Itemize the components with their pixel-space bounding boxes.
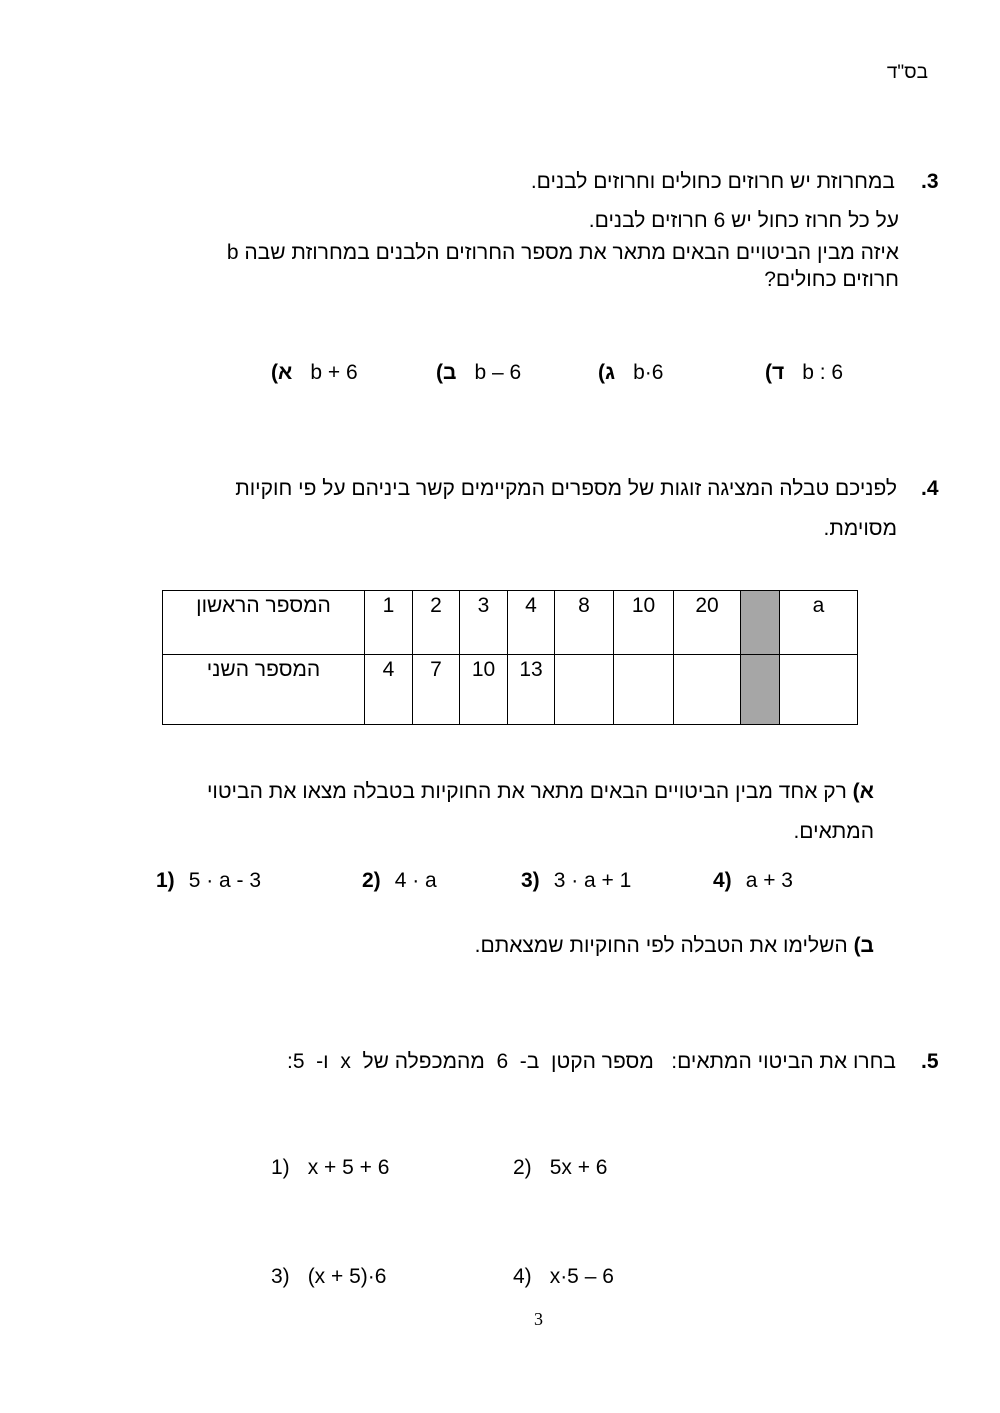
q5-option-1[interactable]: [271, 1156, 389, 1180]
q4-choice-2[interactable]: [362, 869, 437, 893]
table-row: [163, 591, 858, 655]
table-cell: 7: [413, 655, 460, 725]
q3-option-b[interactable]: [436, 361, 521, 385]
q5-option-3-expr: (x + 5)·6: [307, 1265, 387, 1288]
q3-option-d-expr: b : 6: [802, 361, 844, 384]
q4-choice-4[interactable]: [713, 869, 793, 893]
q5-option-3[interactable]: [271, 1265, 386, 1289]
q5-option-2[interactable]: [513, 1156, 607, 1180]
q4-part-b-label: ב): [853, 934, 874, 957]
q4-table: [162, 590, 858, 725]
q4-part-a-line1: [207, 780, 874, 804]
q3-number: .3: [921, 170, 939, 193]
q4-choice-2-label: 2): [362, 869, 381, 892]
q5-text: בחרו את הביטוי המתאים: מספר הקטן ב- 6 מהמכפלה של x ו- 5:: [286, 1050, 896, 1073]
header-basad: בס"ד: [886, 62, 928, 83]
q4-choice-3-label: 3): [521, 869, 540, 892]
q4-line2: מסוימת.: [823, 517, 897, 540]
q3-option-a-expr: b + 6: [310, 361, 358, 384]
table-cell: a: [780, 591, 858, 655]
q4-choice-1-expr: 5 · a - 3: [188, 869, 262, 892]
q3-line3: איזה מבין הביטויים הבאים מתאר את מספר החרוזים הלבנים במחרוזת שבה b: [226, 241, 899, 264]
table-cell: 1: [365, 591, 413, 655]
table-cell-shaded: [741, 655, 780, 725]
q4-choice-3[interactable]: [521, 869, 631, 893]
q4-choice-2-expr: 4 · a: [394, 869, 437, 892]
q3-option-d-label: ד): [765, 361, 785, 384]
q4-choice-4-expr: a + 3: [745, 869, 793, 892]
q5-number: .5: [921, 1050, 939, 1073]
q3-option-c-expr: b·6: [633, 361, 664, 384]
q4-choice-1-label: 1): [156, 869, 175, 892]
table-header-first: המספר הראשון: [163, 591, 365, 655]
q4-choice-4-label: 4): [713, 869, 732, 892]
table-cell: 10: [614, 591, 674, 655]
table-row: [163, 655, 858, 725]
q5-option-3-label: 3): [271, 1265, 290, 1288]
q4-number: .4: [921, 477, 939, 500]
q3-option-a[interactable]: [271, 361, 358, 385]
q5-option-4-expr: x·5 – 6: [549, 1265, 614, 1288]
q3-line1: במחרוזת יש חרוזים כחולים וחרוזים לבנים.: [530, 170, 895, 193]
q5-option-2-label: 2): [513, 1156, 532, 1179]
table-cell: 10: [460, 655, 508, 725]
table-cell: 4: [508, 591, 555, 655]
table-cell: 2: [413, 591, 460, 655]
q3-option-b-label: ב): [436, 361, 457, 384]
q5-option-1-label: 1): [271, 1156, 290, 1179]
table-cell: 4: [365, 655, 413, 725]
table-cell: 3: [460, 591, 508, 655]
q3-option-c[interactable]: [598, 361, 663, 385]
table-cell: 13: [508, 655, 555, 725]
q4-choice-1[interactable]: [156, 869, 261, 893]
q3-option-d[interactable]: [765, 361, 843, 385]
q3-option-a-label: א): [271, 361, 293, 384]
q4-part-b-text: השלימו את הטבלה לפי החוקיות שמצאתם.: [474, 934, 854, 957]
q5-option-1-expr: x + 5 + 6: [307, 1156, 390, 1179]
table-cell-blank[interactable]: [614, 655, 674, 725]
q4-part-a-line2: המתאים.: [793, 820, 874, 843]
q5-option-2-expr: 5x + 6: [549, 1156, 608, 1179]
q3-option-b-expr: b – 6: [474, 361, 522, 384]
q4-part-b: [475, 934, 874, 958]
table-cell-blank[interactable]: [674, 655, 741, 725]
table-cell: 8: [555, 591, 614, 655]
table-header-second: המספר השני: [163, 655, 365, 725]
table-cell-shaded: [741, 591, 780, 655]
q5-option-4-label: 4): [513, 1265, 532, 1288]
q4-line1: לפניכם טבלה המציגה זוגות של מספרים המקיימים קשר ביניהם על פי חוקיות: [235, 477, 897, 500]
q4-part-a-text: רק אחד מבין הביטויים הבאים מתאר את החוקיות בטבלה מצאו את הביטוי: [206, 780, 853, 803]
q3-option-c-label: ג): [598, 361, 616, 384]
q5-option-4[interactable]: [513, 1265, 614, 1289]
q3-line4: חרוזים כחולים?: [764, 268, 899, 291]
q3-line2: על כל חרוז כחול יש 6 חרוזים לבנים.: [588, 209, 899, 232]
q4-part-a-label: א): [852, 780, 874, 803]
table-cell-blank[interactable]: [555, 655, 614, 725]
table-cell: 20: [674, 591, 741, 655]
q4-choice-3-expr: 3 · a + 1: [553, 869, 632, 892]
page-number: 3: [534, 1309, 543, 1329]
table-cell-blank[interactable]: [780, 655, 858, 725]
